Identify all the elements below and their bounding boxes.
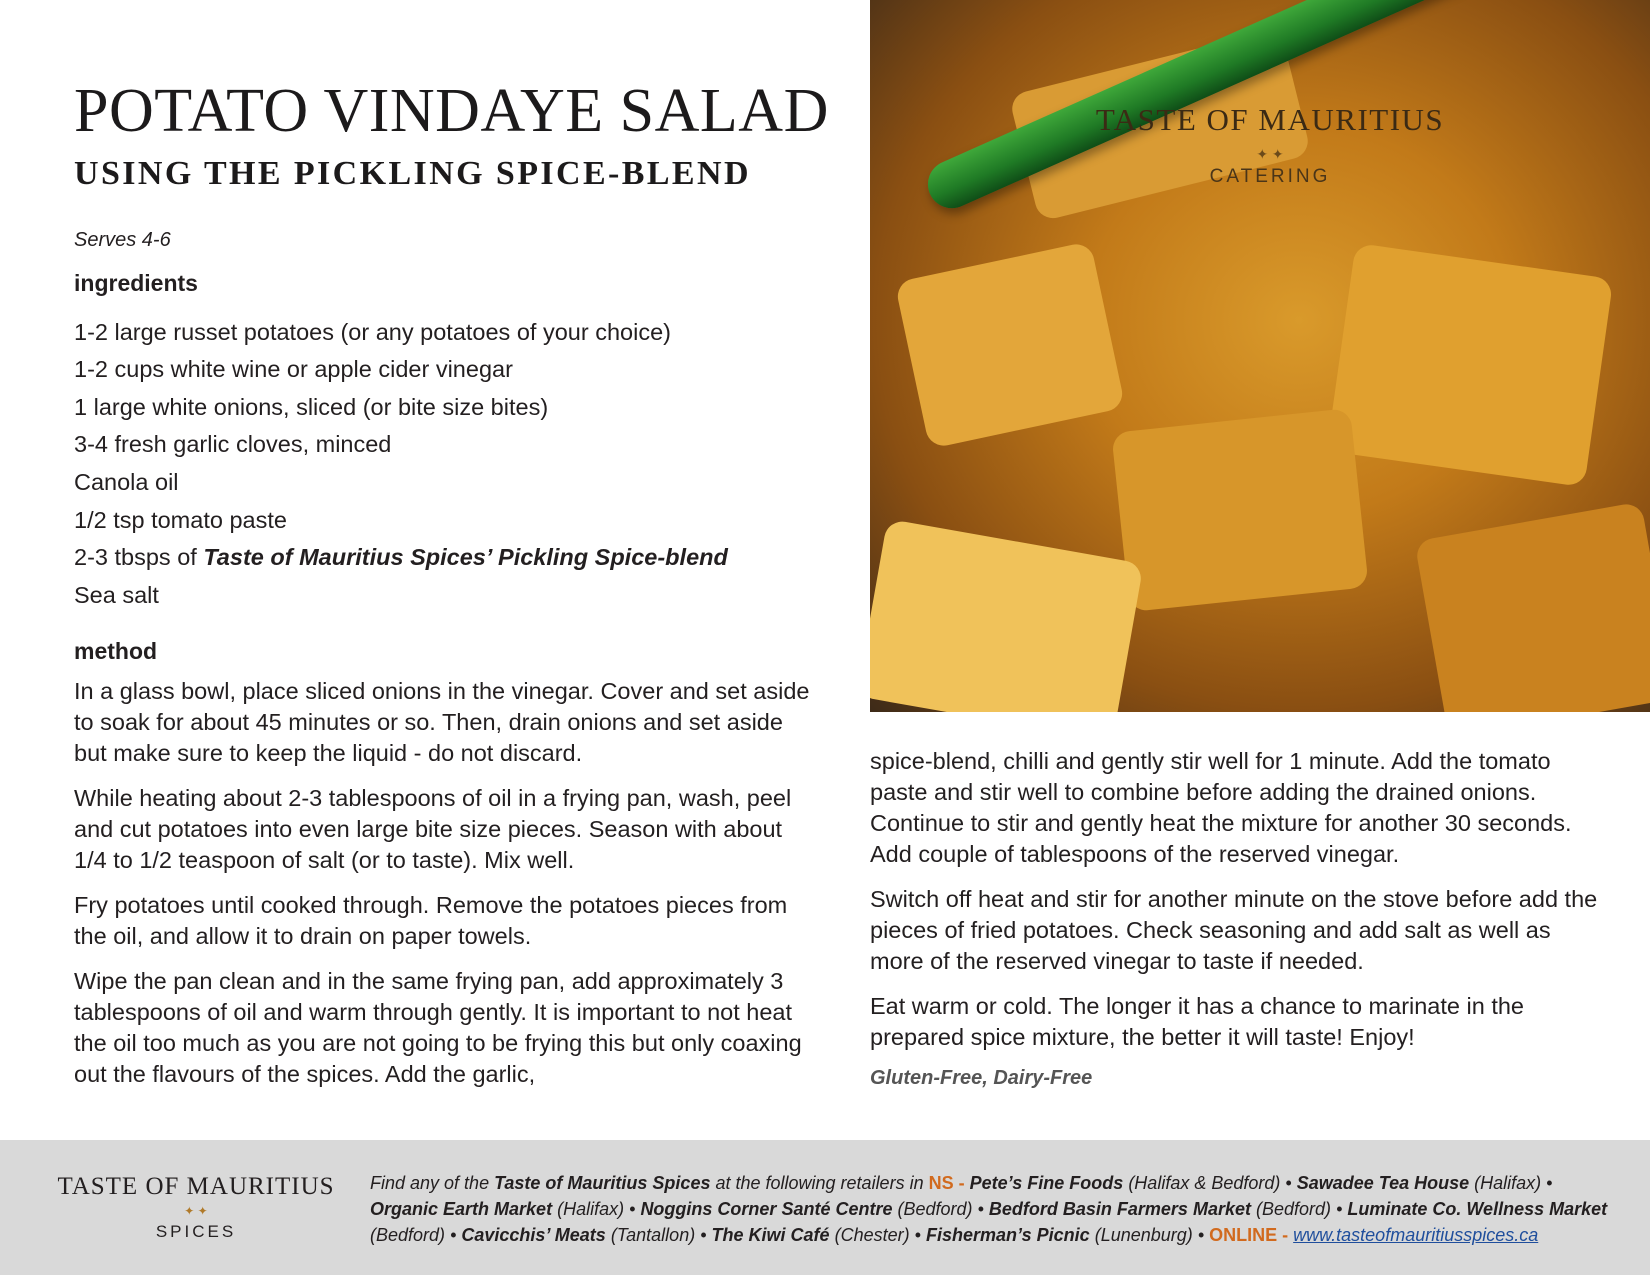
ingredient-spice-prefix: 2-3 tbsps of [74,544,204,571]
retailer-footer [0,1140,1650,1275]
ingredient-item: Canola oil [74,468,179,495]
ingredient-item: 1-2 cups white wine or apple cider vinegar [74,356,513,383]
left-column [74,228,814,1104]
potato-chunk [1111,408,1369,612]
catering-logo [1070,104,1470,186]
retailer-location: (Tantallon) [610,1225,696,1245]
separator: - [1277,1225,1294,1245]
retailer-location: (Halifax & Bedford) [1128,1173,1281,1193]
retailer-name: Pete’s Fine Foods [969,1173,1124,1193]
retailer-location: (Halifax) [557,1199,625,1219]
recipe-subtitle: USING THE PICKLING SPICE-BLEND [74,155,751,192]
retailer-name: Luminate Co. Wellness Market [1347,1199,1608,1219]
ingredients-list [74,314,814,615]
bullet-separator: • [700,1225,707,1245]
retailer-location: (Chester) [834,1225,910,1245]
potato-chunk [1414,502,1650,712]
potato-chunk [895,241,1126,449]
potato-chunk [1327,243,1614,487]
diet-tags: Gluten-Free, Dairy-Free [870,1067,1093,1089]
ingredient-item: Sea salt [74,581,159,608]
retailer-location: (Bedford) [370,1225,446,1245]
region-label: NS [928,1173,954,1193]
ingredient-item: 3-4 fresh garlic cloves, minced [74,431,392,458]
bullet-separator: • [914,1225,921,1245]
retailer-name: Bedford Basin Farmers Market [988,1199,1251,1219]
retailer-name: Cavicchis’ Meats [461,1225,606,1245]
ingredients-heading: ingredients [74,270,198,296]
method-step: In a glass bowl, place sliced onions in the vinegar. Cover and set aside to soak for about 45 minutes or so. Then, drain onions and set aside but make sure to keep the liquid - do not discard. [74,677,810,766]
flourish-icon: ✦ ✦ [184,1204,208,1218]
retailer-location: (Halifax) [1474,1173,1542,1193]
bullet-separator: • [1546,1173,1553,1193]
retailer-location: (Bedford) [1256,1199,1332,1219]
ingredient-item: 1 large white onions, sliced (or bite size bites) [74,393,549,420]
bullet-separator: • [1197,1225,1205,1245]
bullet-separator: • [1285,1173,1292,1193]
ingredient-item-spice-blend [74,539,814,577]
bullet-separator: • [450,1225,457,1245]
spices-logo-title: TASTE OF MAURITIUS [57,1173,335,1200]
method-step: Switch off heat and stir for another minute on the stove before add the pieces of fried potatoes. Check seasoning and add salt as well as more of the reserved vinegar to taste if needed. [870,886,1598,974]
ingredient-item: 1/2 tsp tomato paste [74,506,287,533]
method-step: Fry potatoes until cooked through. Remove the potatoes pieces from the oil, and allow it to drain on paper towels. [74,891,788,949]
flourish-icon: ✦ ✦ [1256,146,1284,162]
ingredient-item: 1-2 large russet potatoes (or any potatoes of your choice) [74,318,671,345]
method-step: While heating about 2-3 tablespoons of oil in a frying pan, wash, peel and cut potatoes into even large bite size pieces. Season with about 1/4 to 1/2 teaspoon of salt (or to taste). Mix well. [74,784,792,873]
method-step: Eat warm or cold. The longer it has a chance to marinate in the prepared spice mixture, the better it will taste! Enjoy! [870,993,1524,1050]
retailer-intro: at the following retailers in [710,1173,929,1193]
spices-logo-subtitle: SPICES [155,1222,237,1241]
bullet-separator: • [629,1199,636,1219]
method-heading: method [74,638,158,665]
website-link[interactable]: www.tasteofmauritiusspices.ca [1293,1225,1539,1245]
method-step: Wipe the pan clean and in the same frying pan, add approximately 3 tablespoons of oil and warm through gently. It is important to not heat the oil too much as you are not going to be frying this but only coaxing out the flavours of the spices. Add the garlic, [74,967,802,1087]
onion-slice [870,519,1144,712]
retailer-name: Noggins Corner Santé Centre [640,1199,893,1219]
catering-logo-subtitle: CATERING [1209,166,1331,187]
retailer-list [370,1170,1620,1248]
retailer-location: (Bedford) [897,1199,973,1219]
ingredient-spice-name: Taste of Mauritius Spices’ Pickling Spice-blend [203,544,728,571]
retailer-name: Fisherman’s Picnic [925,1225,1090,1245]
serves-text: Serves 4-6 [74,229,171,251]
separator: - [953,1173,970,1193]
spices-logo [48,1174,344,1240]
retailer-name: The Kiwi Café [711,1225,830,1245]
retailer-intro: Find any of the [370,1173,495,1193]
brand-name: Taste of Mauritius Spices [494,1173,711,1193]
online-label: ONLINE [1209,1225,1278,1245]
retailer-location: (Lunenburg) [1094,1225,1193,1245]
catering-logo-title: TASTE OF MAURITIUS [1095,102,1445,137]
method-step: spice-blend, chilli and gently stir well for 1 minute. Add the tomato paste and stir well to combine before adding the drained onions. Continue to stir and gently heat the mixture for another 30 seconds. Add couple of tablespoons of the reserved vinegar. [870,748,1572,867]
bullet-separator: • [977,1199,984,1219]
recipe-title: POTATO VINDAYE SALAD [74,77,829,145]
bullet-separator: • [1336,1199,1343,1219]
retailer-name: Sawadee Tea House [1296,1173,1470,1193]
right-column [870,746,1610,1090]
retailer-name: Organic Earth Market [370,1199,553,1219]
